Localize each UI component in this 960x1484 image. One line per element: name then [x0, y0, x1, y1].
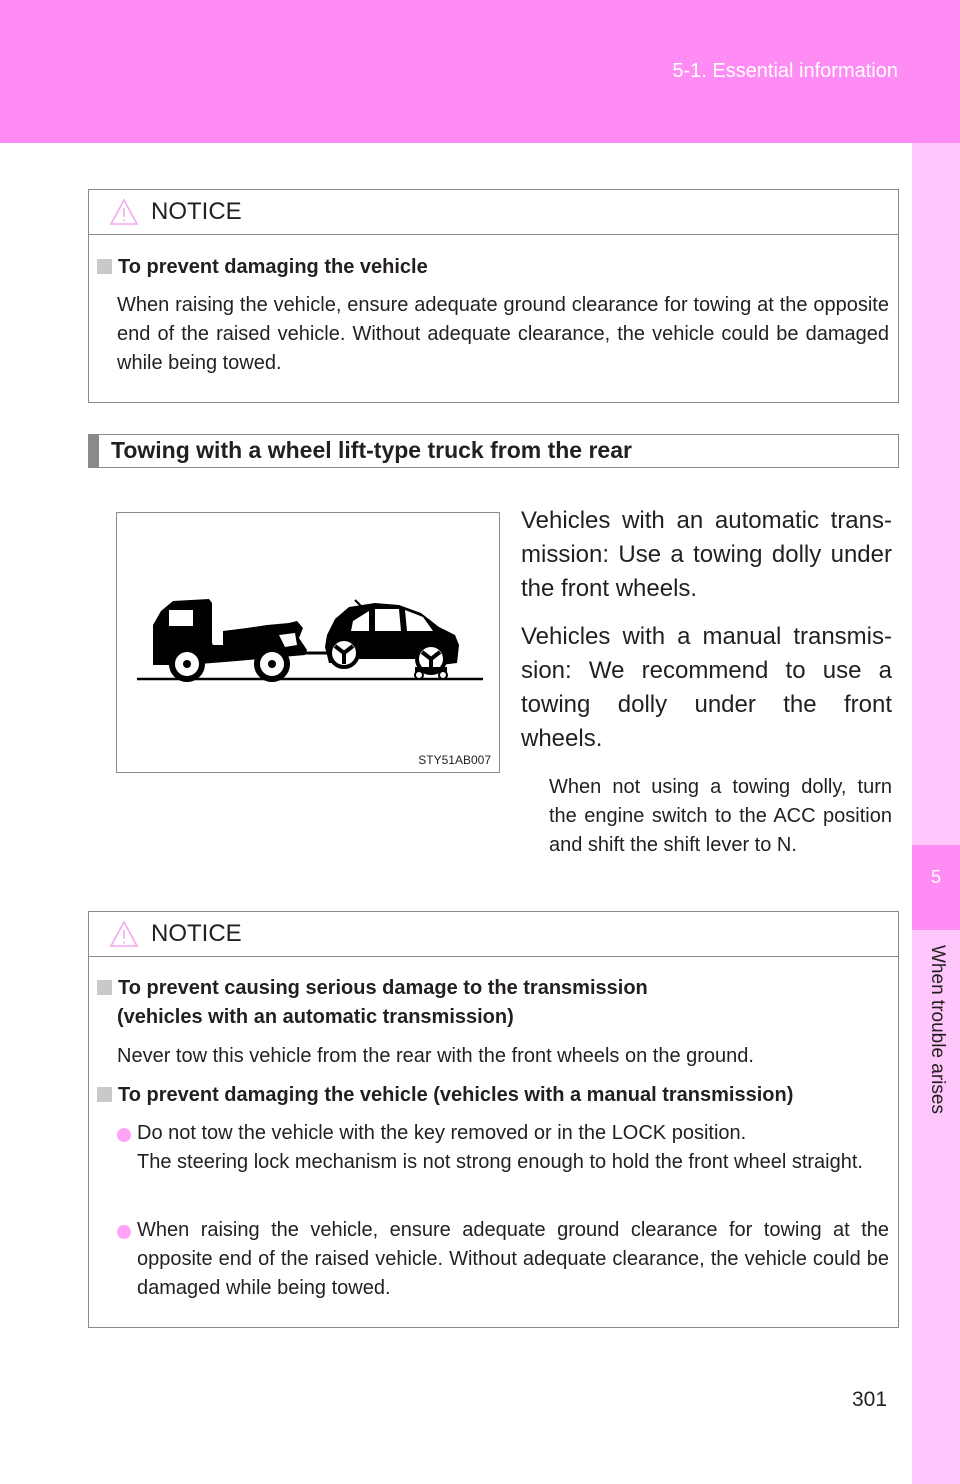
- bullet-1-line1: Do not tow the vehicle with the key removed or in the LOCK position.: [137, 1122, 747, 1144]
- figure-code: STY51AB007: [418, 753, 491, 767]
- warning-triangle-icon: [109, 198, 139, 231]
- notice-box-1: [88, 189, 899, 403]
- running-header: 5-1. Essential information: [672, 60, 898, 82]
- notice-box-2: [88, 911, 899, 1328]
- chapter-side-tab: [912, 143, 960, 1484]
- notice-heading-text: To prevent damaging the vehicle: [118, 256, 428, 278]
- bullet-2: When raising the vehicle, ensure adequate ground clearance for towing at the opposite end of the raised vehicle. Without adequate clearance, the vehicle could be damaged while being towed.: [137, 1219, 889, 1299]
- notice-header: [89, 190, 898, 235]
- tow-truck-illustration: [117, 513, 499, 772]
- round-bullet-icon: [117, 1225, 131, 1239]
- notice-heading-2: [97, 1081, 793, 1110]
- paragraph-note: When not using a towing dolly, turn the engine switch to the ACC position and shift the shift lever to N.: [549, 776, 892, 856]
- square-bullet-icon: [97, 259, 112, 274]
- paragraph-automatic: Vehicles with an automatic transmission: Use a towing dolly under the front wheels.: [521, 507, 892, 602]
- square-bullet-icon: [97, 980, 112, 995]
- square-bullet-icon: [97, 1087, 112, 1102]
- notice-title: NOTICE: [151, 198, 242, 225]
- notice-body: When raising the vehicle, ensure adequate ground clearance for towing at the opposite end of the raised vehicle. Without adequate clearance, the vehicle could be damaged while being towed.: [117, 294, 889, 374]
- bullet-1-rest: The steering lock mechanism is not strong enough to hold the front wheel straight.: [137, 1151, 863, 1173]
- section-title: Towing with a wheel lift-type truck from the rear: [111, 437, 632, 463]
- notice-heading: [97, 253, 428, 282]
- chapter-title: When trouble arises: [927, 945, 948, 1114]
- paragraph-manual: Vehicles with a manual transmission: We recommend to use a towing dolly under the front wheels.: [521, 623, 892, 752]
- notice-header: [89, 912, 898, 957]
- chapter-number: 5: [912, 845, 960, 930]
- notice-title: NOTICE: [151, 920, 242, 947]
- section-heading-bar: [88, 434, 899, 468]
- section-accent: [89, 435, 99, 467]
- round-bullet-icon: [117, 1128, 131, 1142]
- figure-box: [116, 512, 500, 773]
- notice-body-1: Never tow this vehicle from the rear with the front wheels on the ground.: [117, 1045, 754, 1067]
- notice-heading-1-line1: To prevent causing serious damage to the transmission: [118, 977, 648, 999]
- notice-heading-2-text: To prevent damaging the vehicle (vehicles with a manual transmission): [118, 1084, 794, 1106]
- page-number: 301: [852, 1388, 888, 1411]
- warning-triangle-icon: [109, 920, 139, 953]
- notice-heading-1: [97, 974, 648, 1003]
- notice-heading-1-line2: (vehicles with an automatic transmission): [117, 1006, 514, 1028]
